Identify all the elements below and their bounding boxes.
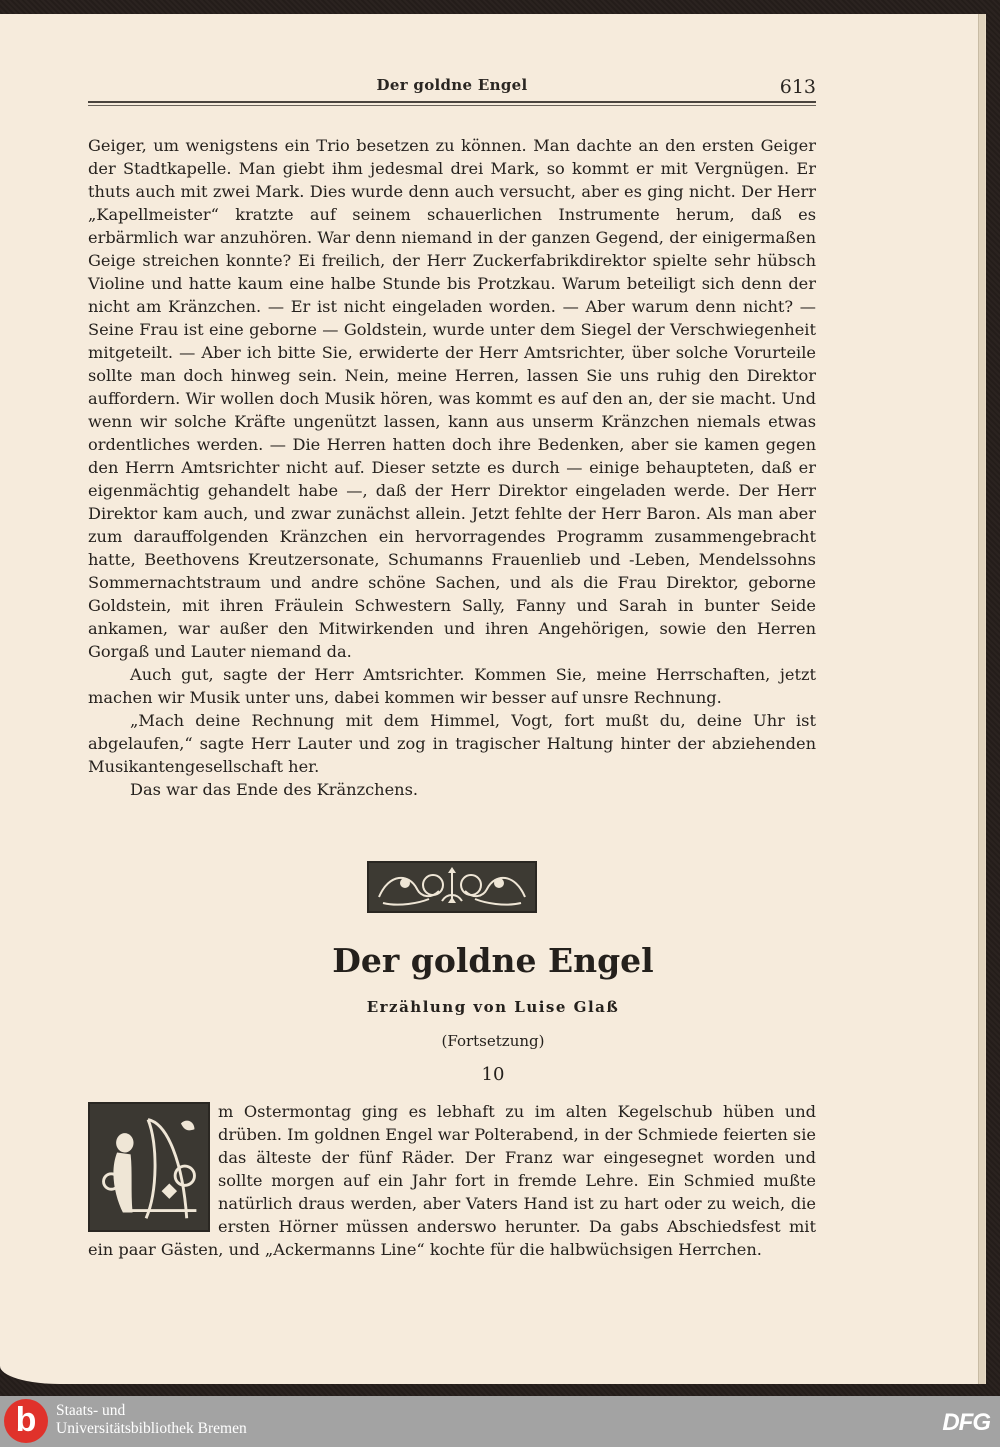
story-title: Der goldne Engel — [332, 941, 654, 980]
continued-text — [88, 134, 816, 801]
paragraph: Das war das Ende des Kränzchens. — [130, 780, 419, 799]
floral-vignette-ornament — [367, 861, 537, 913]
header-rule — [88, 101, 816, 103]
library-name[interactable] — [56, 1402, 247, 1438]
drop-cap-letter — [90, 1104, 208, 1230]
library-logo-icon[interactable]: b — [4, 1399, 48, 1443]
page-number: 613 — [779, 76, 816, 98]
running-head — [88, 74, 816, 102]
opening-paragraph: m Ostermontag ging es lebhaft zu im alten Kegelschub hüben und drüben. Im goldnen Engel war Polterabend, in der Schmiede feierten sie das älteste der fünf Räder. Der Franz war eingesegnet worden und sollte morgen auf ein Jahr fort in fremde Lehre. Ein Schmied mußte natürlich draus werden, aber Vaters Hand ist zu hart oder zu weich, die ersten Hörner müssen anderswo herunter. Da gabs Abschiedsfest mit ein paar Gästen, und „Ackermanns Line“ kochte für die halbwüchsigen Herrchen. — [88, 1102, 816, 1259]
dfg-logo-icon[interactable]: DFG — [942, 1409, 990, 1436]
paragraph: Auch gut, sagte der Herr Amtsrichter. Kommen Sie, meine Herrschaften, jetzt machen wir Musik unter uns, dabei kommen wir besser auf unsre Rechnung. — [88, 665, 816, 707]
story-byline: Erzählung von Luise Glaß — [366, 998, 620, 1016]
continuation-note: (Fortsetzung) — [441, 1032, 545, 1050]
chapter-number: 10 — [481, 1064, 505, 1085]
paragraph: „Mach deine Rechnung mit dem Himmel, Vogt, fort mußt du, deine Uhr ist abgelaufen,“ sagte Herr Lauter und zog in tragischer Haltung hinter der abziehenden Musikantengesellschaft her. — [88, 711, 816, 776]
page-edge — [978, 14, 985, 1384]
ornament-icon — [369, 863, 535, 911]
paragraph: Geiger, um wenigstens ein Trio besetzen zu können. Man dachte an den ersten Geiger der Stadtkapelle. Man giebt ihm jedesmal drei Mark, so kommt er mit Vergnügen. Er thuts auch mit zwei Mark. Dies wurde denn auch versucht, aber es ging nicht. Der Herr „Kapellmeister“ kratzte auf seinem schauerlichen Instrumente herum, daß es erbärmlich war anzuhören. War denn niemand in der ganzen Gegend, der einigermaßen Geige streichen konnte? Ei freilich, der Herr Zuckerfabrikdirektor spielte sehr hübsch Violine und hatte kaum eine halbe Stunde bis Protzkau. Warum beteiligt sich denn der nicht am Kränzchen. — Er ist nicht eingeladen worden. — Aber warum denn nicht? — Seine Frau ist eine geborne — Goldstein, wurde unter dem Siegel der Verschwiegenheit mitgeteilt. — Aber ich bitte Sie, erwiderte der Herr Amtsrichter, über solche Vorurteile sollte man doch hinweg sein. Nein, meine Herren, lassen Sie uns ruhig den Direktor auffordern. Wir wollen doch Musik hören, was kommt es auf den an, der sie macht. Und wenn wir solche Kräfte ungenützt lassen, kann aus unserm Kränzchen niemals etwas ordentliches werden. — Die Herren hatten doch ihre Bedenken, aber sie kamen gegen den Herrn Amtsrichter nicht auf. Dieser setzte es durch — einige behaupteten, daß er eigenmächtig gehandelt habe —, daß der Herr Direktor eingeladen werde. Der Herr Direktor kam auch, und zwar zunächst allein. Jetzt fehlte der Herr Baron. Als man aber zum darauffolgenden Kränzchen ein hervorragendes Programm zusammengebracht hatte, Beethovens Kreutzersonate, Schumanns Frauenlieb und -Leben, Mendelssohns Sommernachtstraum und andre schöne Sachen, und als die Frau Direktor, geborne Goldstein, mit ihren Fräulein Schwestern Sally, Fanny und Sarah in bunter Seide ankamen, war außer den Mitwirkenden und ihren Angehörigen, sowie den Herren Gorgaß und Lauter niemand da. — [88, 136, 816, 661]
illuminated-initial-icon — [88, 1102, 210, 1232]
chapter-text — [88, 1100, 816, 1261]
running-title: Der goldne Engel — [376, 76, 528, 94]
header-rule-thin — [88, 105, 816, 106]
library-name-line-1: Staats- und — [56, 1402, 126, 1419]
library-footer-bar — [0, 1396, 1000, 1447]
library-name-line-2: Universitätsbibliothek Bremen — [56, 1420, 247, 1437]
